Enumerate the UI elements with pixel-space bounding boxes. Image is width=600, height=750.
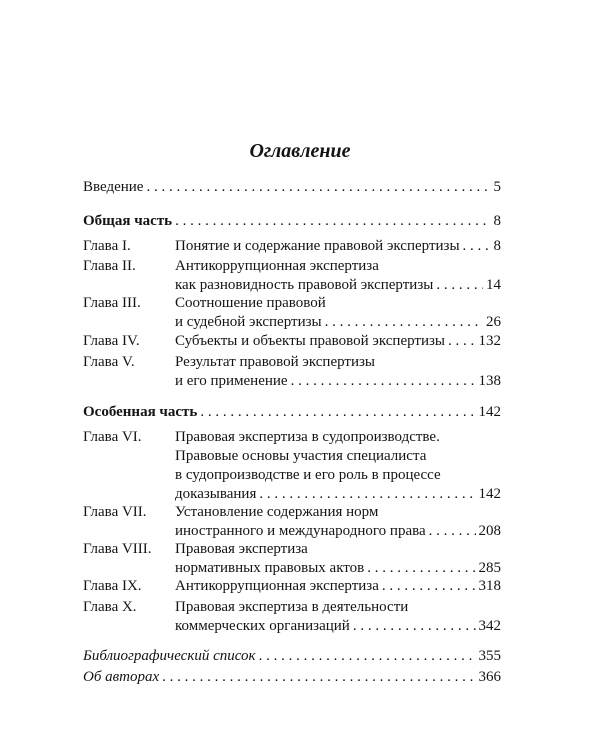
- bibliography-page: 355: [478, 648, 501, 664]
- chapter-title-cont: и его применение: [175, 373, 288, 389]
- chapter-title: Субъекты и объекты правовой экспертизы: [175, 333, 446, 349]
- chapter-page: 14: [486, 277, 501, 293]
- chapter-title-cont: иностранного и международного права: [175, 523, 426, 539]
- chapter-page: 318: [478, 578, 501, 594]
- chapter-page: 342: [478, 618, 501, 634]
- chapter-number: Глава VI.: [83, 429, 142, 445]
- chapter-title: Соотношение правовой: [175, 295, 326, 311]
- chapter-title: Антикоррупционная экспертиза: [175, 578, 379, 594]
- dot-leader: [463, 237, 491, 256]
- chapter-title: Антикоррупционная экспертиза: [175, 258, 379, 274]
- chapter-number: Глава VIII.: [83, 541, 152, 557]
- chapter-title-cont: как разновидность правовой экспертизы: [175, 277, 434, 293]
- authors-label: Об авторах: [83, 669, 160, 685]
- toc-entry-chapter-1: [83, 237, 501, 256]
- toc-entry-intro: [83, 178, 501, 197]
- intro-label: Введение: [83, 179, 144, 195]
- dot-leader: [448, 332, 475, 351]
- dot-leader: [200, 403, 475, 422]
- chapter-number: Глава X.: [83, 599, 137, 615]
- chapter-number: Глава IX.: [83, 578, 142, 594]
- authors-page: 366: [478, 669, 501, 685]
- chapter-title-cont: и судебной экспертизы: [175, 314, 322, 330]
- chapter-page: 138: [478, 373, 501, 389]
- dot-leader: [325, 313, 483, 332]
- chapter-page: 285: [478, 560, 501, 576]
- chapter-title: Правовая экспертиза: [175, 541, 308, 557]
- chapter-number: Глава I.: [83, 238, 131, 254]
- chapter-title-cont: доказывания: [175, 486, 257, 502]
- part1-label: Общая часть: [83, 213, 173, 229]
- chapter-title: Правовая экспертиза в деятельности: [175, 599, 409, 615]
- chapter-title-cont: в судопроизводстве и его роль в процессе: [175, 467, 441, 483]
- toc-entry-chapter-2: [83, 257, 501, 295]
- toc-entry-chapter-9: [83, 577, 501, 596]
- dot-leader: [259, 485, 475, 504]
- page-title: Оглавление: [249, 140, 351, 162]
- toc-entry-bibliography: [83, 647, 501, 666]
- chapter-title: Установление содержания норм: [175, 504, 379, 520]
- toc-entry-chapter-8: [83, 540, 501, 578]
- toc-entry-part1: [83, 212, 501, 231]
- toc-entry-chapter-3: [83, 294, 501, 332]
- chapter-number: Глава II.: [83, 258, 136, 274]
- dot-leader: [429, 522, 476, 541]
- chapter-number: Глава VII.: [83, 504, 147, 520]
- dot-leader: [175, 212, 490, 231]
- chapter-number: Глава IV.: [83, 333, 140, 349]
- chapter-page: 26: [486, 314, 501, 330]
- chapter-page: 8: [493, 238, 501, 254]
- chapter-title: Правовая экспертиза в судопроизводстве.: [175, 429, 440, 445]
- chapter-title: Понятие и содержание правовой экспертизы: [175, 238, 460, 254]
- toc-entry-chapter-6: [83, 428, 501, 504]
- toc-entry-authors: [83, 668, 501, 687]
- dot-leader: [353, 617, 476, 636]
- dot-leader: [162, 668, 475, 687]
- dot-leader: [259, 647, 476, 666]
- dot-leader: [382, 577, 476, 596]
- toc-entry-chapter-7: [83, 503, 501, 541]
- part2-label: Особенная часть: [83, 404, 198, 420]
- dot-leader: [436, 276, 483, 295]
- part1-page: 8: [493, 213, 501, 229]
- intro-page: 5: [493, 179, 501, 195]
- chapter-page: 132: [478, 333, 501, 349]
- chapter-title-cont: коммерческих организаций: [175, 618, 350, 634]
- chapter-title: Результат правовой экспертизы: [175, 354, 376, 370]
- dot-leader: [291, 372, 476, 391]
- chapter-page: 208: [478, 523, 501, 539]
- toc-entry-chapter-5: [83, 353, 501, 391]
- dot-leader: [146, 178, 490, 197]
- toc-entry-chapter-10: [83, 598, 501, 636]
- part2-page: 142: [478, 404, 501, 420]
- chapter-number: Глава V.: [83, 354, 135, 370]
- chapter-number: Глава III.: [83, 295, 141, 311]
- toc-entry-chapter-4: [83, 332, 501, 351]
- bibliography-label: Библиографический список: [83, 648, 256, 664]
- toc-entry-part2: [83, 403, 501, 422]
- dot-leader: [367, 559, 475, 578]
- chapter-page: 142: [478, 486, 501, 502]
- chapter-title-cont: Правовые основы участия специалиста: [175, 448, 427, 464]
- chapter-title-cont: нормативных правовых актов: [175, 560, 365, 576]
